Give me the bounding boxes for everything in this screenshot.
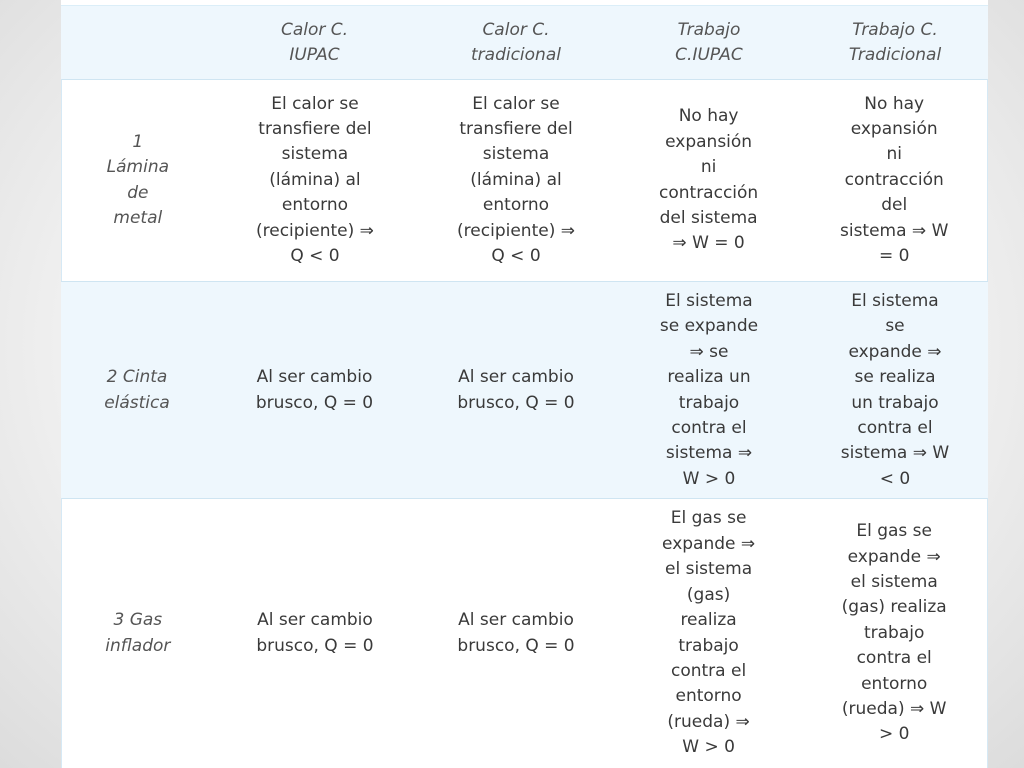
- cell-text: Al ser cambio brusco, Q = 0: [255, 367, 374, 413]
- cell-text: El sistema se expande ⇒ se realiza un trabajo contra el sistema ⇒ W > 0: [659, 290, 759, 489]
- cell-text: El gas se expande ⇒ el sistema (gas) realiza trabajo contra el entorno (rueda) ⇒ W > 0: [662, 508, 756, 758]
- header-cell-text: Calor C. IUPAC: [280, 19, 349, 65]
- table-cell: [616, 282, 802, 499]
- row-label-text: 2 Cinta elástica: [104, 367, 170, 413]
- table-cell: [616, 499, 802, 768]
- cell-text: No hay expansión ni contracción del sistema ⇒ W = 0: [839, 93, 949, 267]
- table-row: [61, 79, 988, 281]
- header-calor-tradicional: [416, 6, 616, 80]
- table-cell: [214, 80, 417, 281]
- header-trabajo-tradicional: [802, 6, 988, 80]
- row-label: [62, 80, 214, 281]
- table-row: [61, 281, 988, 499]
- table-cell: [213, 282, 416, 499]
- header-empty-cell: [61, 6, 213, 80]
- cell-text: No hay expansión ni contracción del sistema ⇒ W = 0: [659, 106, 759, 254]
- table-row: [61, 498, 988, 768]
- header-cell-text: Trabajo C. Tradicional: [848, 19, 942, 65]
- header-calor-iupac: [213, 6, 416, 80]
- row-label: [61, 282, 213, 499]
- table-cell: [416, 282, 616, 499]
- cell-text: Al ser cambio brusco, Q = 0: [457, 367, 575, 413]
- table-cell: [416, 499, 616, 768]
- row-label-text: 3 Gas inflador: [105, 610, 171, 656]
- row-label: [62, 499, 214, 768]
- table-cell: [802, 282, 988, 499]
- table-cell: [214, 499, 417, 768]
- table-header-row: [61, 5, 988, 80]
- table-cell: [801, 499, 987, 768]
- cell-text: Al ser cambio brusco, Q = 0: [457, 610, 575, 656]
- cell-text: El sistema se expande ⇒ se realiza un trabajo contra el sistema ⇒ W < 0: [840, 290, 950, 489]
- cell-text: El calor se transfiere del sistema (lámina) al entorno (recipiente) ⇒ Q < 0: [457, 93, 575, 267]
- header-cell-text: Calor C. tradicional: [471, 19, 561, 65]
- cell-text: Al ser cambio brusco, Q = 0: [256, 610, 374, 656]
- header-trabajo-iupac: [616, 6, 802, 80]
- cell-text: El gas se expande ⇒ el sistema (gas) realiza trabajo contra el entorno (rueda) ⇒ W > 0: [841, 521, 947, 745]
- table-cell: [801, 80, 987, 281]
- slide-content: [61, 0, 988, 768]
- row-label-text: 1 Lámina de metal: [106, 131, 170, 228]
- header-cell-text: Trabajo C.IUPAC: [675, 19, 743, 65]
- table-cell: [616, 80, 802, 281]
- table-cell: [416, 80, 616, 281]
- cell-text: El calor se transfiere del sistema (lámina) al entorno (recipiente) ⇒ Q < 0: [255, 93, 374, 267]
